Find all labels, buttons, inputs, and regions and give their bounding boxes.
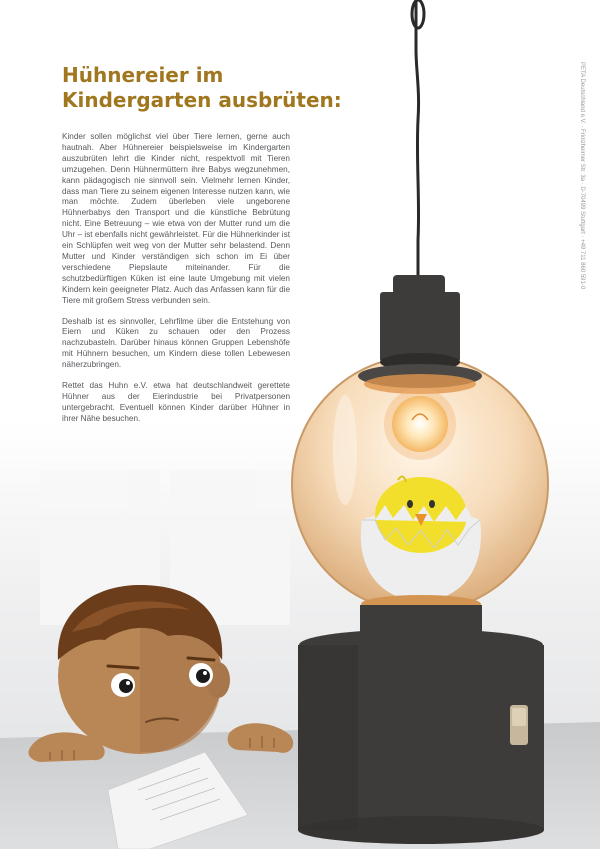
light-bulb: [384, 388, 456, 460]
article-body: [62, 132, 290, 435]
paragraph-2: Deshalb ist es sinnvoller, Lehrfilme über die Entstehung von Eiern und Küken zu schauen oder den Prozess nachzubasteln. Darüber hinaus können Gruppen Lebenshöfe mit Hühnern besuchen, um Kindern diese tollen Lebewesen näherzubringen.: [62, 316, 290, 370]
title-line-1: Hühnereier im: [62, 63, 224, 87]
page-title: [62, 63, 362, 113]
lamp-base: [298, 605, 544, 844]
title-line-2: Kindergarten ausbrüten:: [62, 88, 342, 112]
paragraph-1: Kinder sollen möglichst viel über Tiere lernen, gerne auch hautnah. Aber Hühnereier beispielsweise im Kindergarten auszubrüten lehrt die Kinder nicht, respektvoll mit Tieren umzugehen. Denn Hühnermüttern ihre Babys wegzunehmen, kann pädagogisch nie sinnvoll sein. Vielmehr lernen Kinder, dass man Tiere zu seinem eigenen Interesse nutzen kann, wie man möchte. Zudem überleben viele ungeborene Hühnerbabys den Transport und die künstliche Bebrütung nicht. Eine Betreuung – wie etwa von der Mutter rund um die Uhr – ist ebenfalls nicht gewährleistet. Für die Hühnerkinder ist ein Schlüpfen weit weg von der Mutter sehr belastend. Denn Mutter und Kinder verständigen sich schon im Ei über verschiedene Piepslaute miteinander. Für die schutzbedürftigen Küken ist eine laute Umgebung mit vielen Kindern kein geeigneter Platz. Auch das Anfassen kann für die Tiere mit großem Stress verbunden sein.: [62, 132, 290, 305]
lamp-cord: [416, 0, 419, 275]
lamp-socket: [358, 275, 482, 394]
paragraph-3: Rettet das Huhn e.V. etwa hat deutschlandweit gerettete Hühner aus der Eierindustrie bei Privatpersonen untergebracht. Eventuell können Kinder darüber Hühner in ihrer Nähe besuchen.: [62, 381, 290, 423]
side-address: PETA Deutschland e.V. · Friolzheimer Str. 3a · D-70499 Stuttgart · +49 711 860 591-0: [579, 62, 585, 290]
